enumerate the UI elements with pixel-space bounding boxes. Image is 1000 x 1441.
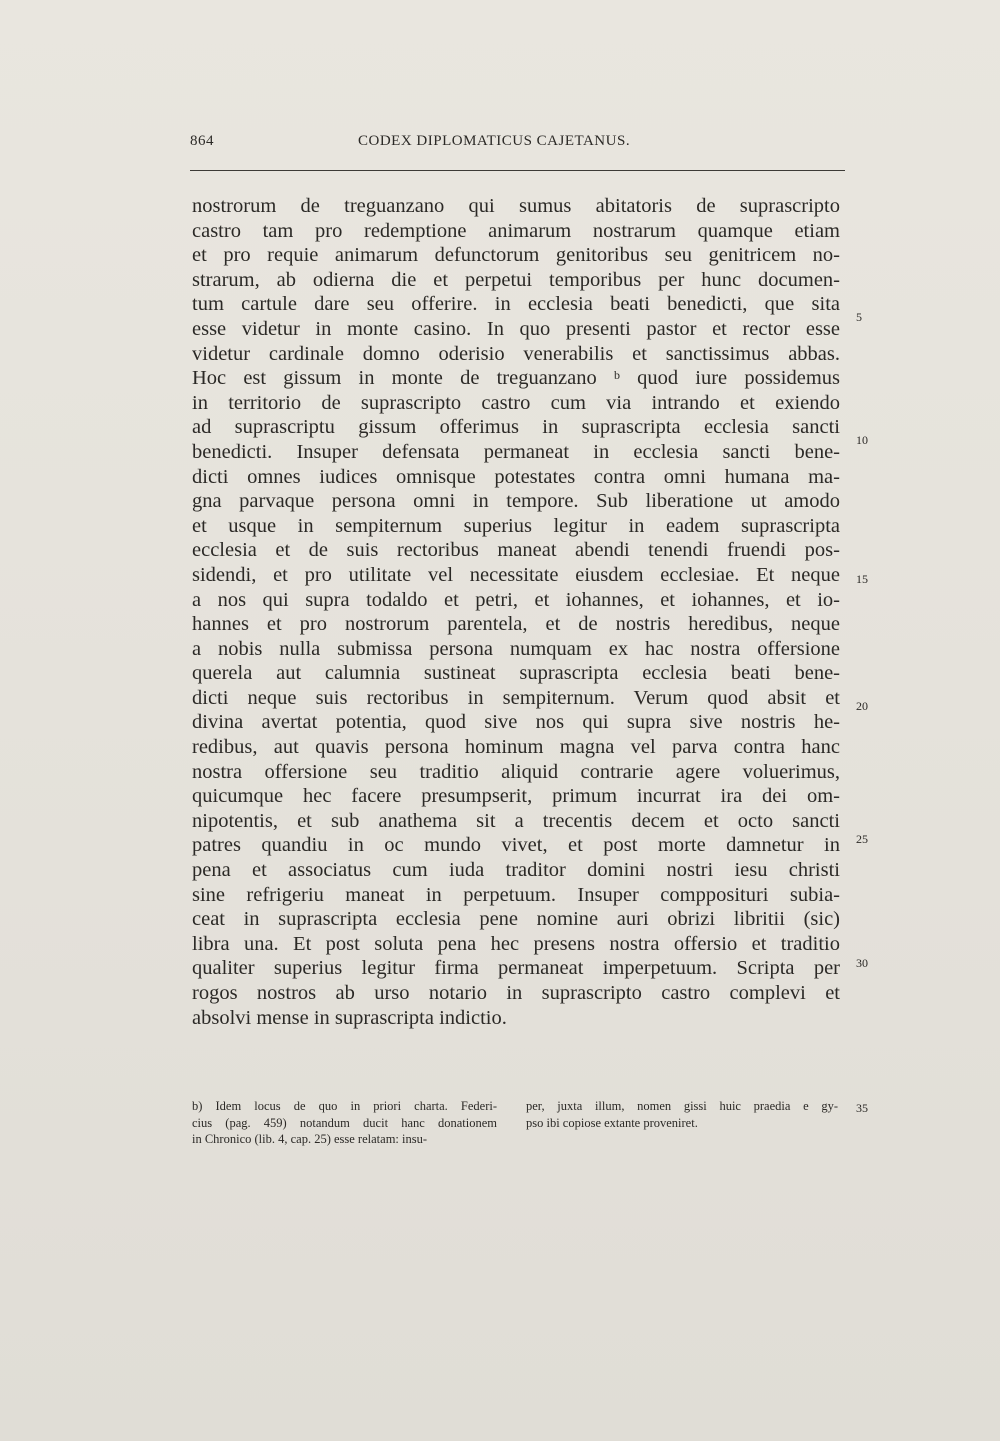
text-line: sine refrigeriu maneat in perpetuum. Insuper compposituri subia-: [192, 883, 840, 906]
text-line: nostrorum de treguanzano qui sumus abitatoris de suprascripto: [192, 195, 840, 217]
footnote-column-left: [192, 1098, 497, 1148]
text-line: et pro requie animarum defunctorum genitoribus seu genitricem no-: [192, 244, 840, 267]
footnote-line: cius (pag. 459) notandum ducit hanc donationem: [192, 1115, 497, 1130]
running-title: CODEX DIPLOMATICUS CAJETANUS.: [358, 133, 631, 149]
text-line: gna parvaque persona omni in tempore. Sub liberatione ut amodo: [192, 490, 840, 513]
line-number: 5: [856, 310, 862, 324]
text-line: hannes et pro nostrorum parentela, et de nostris heredibus, neque: [192, 613, 840, 636]
text-line: et usque in sempiternum superius legitur in eadem suprascripta: [192, 514, 840, 537]
text-line: nostra offersione seu traditio aliquid contrarie agere voluerimus,: [192, 760, 840, 783]
text-line: libra una. Et post soluta pena hec presens nostra offersio et traditio: [192, 932, 840, 955]
line-text-tail: quod iure possidemus: [637, 367, 840, 390]
text-line: quicumque hec facere presumpserit, primum incurrat ira dei om-: [192, 785, 840, 808]
line-number: 20: [856, 699, 868, 713]
footnote-line: in Chronico (lib. 4, cap. 25) esse relatam: insu-: [192, 1132, 428, 1146]
running-head: [190, 133, 840, 157]
line-number: 30: [856, 956, 868, 970]
line-number: 35: [856, 1101, 868, 1115]
text-line: a nobis nulla submissa persona numquam ex hac nostra offersione: [192, 637, 840, 660]
text-line: redibus, aut quavis persona hominum magna vel parva contra hanc: [192, 736, 840, 759]
text-line: a nos qui supra todaldo et petri, et iohannes, et iohannes, et io-: [192, 588, 840, 611]
text-line: tum cartule dare seu offerire. in ecclesia beati benedicti, que sita: [192, 293, 840, 316]
text-line: patres quandiu in oc mundo vivet, et post morte damnetur in: [192, 834, 840, 857]
text-line: dicti omnes iudices omnisque potestates contra omni humana ma-: [192, 465, 840, 488]
text-line: in territorio de suprascripto castro cum via intrando et exiendo: [192, 391, 840, 414]
text-line: qualiter superius legitur firma permaneat imperpetuum. Scripta per: [192, 957, 840, 980]
text-line: querela aut calumnia sustineat suprascripta ecclesia beati bene-: [192, 662, 840, 685]
text-line: benedicti. Insuper defensata permaneat in ecclesia sancti bene-: [192, 440, 840, 463]
line-number: 15: [856, 572, 868, 586]
line-text: Hoc est gissum in monte de treguanzano: [192, 367, 597, 390]
footnote-line: per, juxta illum, nomen gissi huic praedia e gy-: [526, 1099, 838, 1113]
text-line: divina avertat potentia, quod sive nos qui supra sive nostris he-: [192, 711, 840, 734]
text-line: rogos nostros ab urso notario in suprascripto castro complevi et: [192, 982, 840, 1004]
text-line-with-ref: [192, 366, 840, 391]
text-line: ecclesia et de suis rectoribus maneat abendi tenendi fruendi pos-: [192, 539, 840, 562]
footnote-column-right: [526, 1098, 838, 1131]
line-number: 25: [856, 832, 868, 846]
footnote-ref: b: [613, 368, 620, 383]
body-text: [192, 194, 840, 1030]
footnote-line: pso ibi copiose extante proveniret.: [526, 1115, 698, 1130]
line-number: 10: [856, 433, 868, 447]
text-line: ad suprascriptu gissum offerimus in suprascripta ecclesia sancti: [192, 416, 840, 439]
text-line: videtur cardinale domno oderisio venerabilis et sanctissimus abbas.: [192, 342, 840, 365]
text-line: pena et associatus cum iuda traditor domini nostri iesu christi: [192, 859, 840, 882]
text-line: absolvi mense in suprascripta indictio.: [192, 1006, 507, 1029]
text-line: castro tam pro redemptione animarum nostrarum quamque etiam: [192, 219, 840, 242]
text-line: nipotentis, et sub anathema sit a trecentis decem et octo sancti: [192, 809, 840, 832]
text-line: strarum, ab odierna die et perpetui temporibus per hunc documen-: [192, 268, 840, 291]
header-rule: [190, 170, 845, 171]
text-line: sidendi, et pro utilitate vel necessitate eiusdem ecclesiae. Et neque: [192, 563, 840, 586]
footnote-line: b) Idem locus de quo in priori charta. Federi-: [192, 1099, 497, 1113]
text-line: dicti neque suis rectoribus in sempiternum. Verum quod absit et: [192, 686, 840, 709]
page-number: 864: [190, 133, 214, 149]
text-line: esse videtur in monte casino. In quo presenti pastor et rector esse: [192, 317, 840, 340]
text-line: ceat in suprascripta ecclesia pene nomine auri obrizi libritii (sic): [192, 908, 840, 931]
